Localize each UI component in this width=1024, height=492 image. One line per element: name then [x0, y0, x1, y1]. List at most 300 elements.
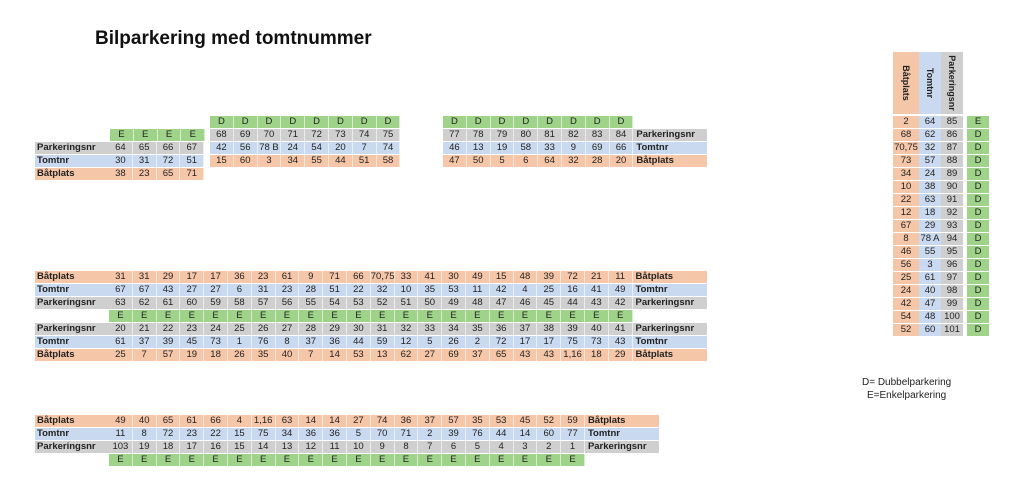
row-label: Tomtnr [35, 336, 109, 348]
table-cell: 53 [490, 415, 514, 427]
table-cell: 72 [305, 129, 329, 141]
table-cell: 75 [561, 336, 585, 348]
table-cell: 72 [157, 155, 181, 167]
table-cell: 21 [133, 323, 157, 335]
table-cell: 14 [299, 415, 323, 427]
table-cell: 73 [585, 336, 609, 348]
table-cell: 49 [609, 284, 633, 296]
table-cell: D [443, 116, 467, 128]
table-cell: 29 [323, 323, 347, 335]
table-cell: 2 [418, 428, 442, 440]
table-cell: 49 [442, 297, 466, 309]
table-cell: 7 [418, 441, 442, 453]
table-cell: D [586, 116, 610, 128]
table-cell: 19 [180, 349, 204, 361]
table-cell: 31 [133, 155, 157, 167]
row-label: Tomtnr [633, 284, 707, 296]
vertical-cell: D [967, 181, 989, 193]
table-row [210, 129, 400, 141]
table-cell: 4 [490, 441, 514, 453]
table-row [35, 349, 707, 361]
vertical-cell: D [967, 129, 989, 141]
table-cell: E [204, 310, 228, 322]
table-cell: 51 [180, 155, 204, 167]
table-cell: 37 [299, 336, 323, 348]
vertical-cell: D [967, 272, 989, 284]
table-row [35, 284, 707, 296]
table-cell: 60 [537, 428, 561, 440]
vertical-cell: 8 [893, 233, 919, 245]
table-cell: 31 [252, 284, 276, 296]
table-cell: 80 [514, 129, 538, 141]
table-cell: 52 [537, 415, 561, 427]
table-cell: 17 [204, 271, 228, 283]
table-cell: E [180, 454, 204, 466]
vertical-cell: 73 [893, 155, 919, 167]
table-row [35, 323, 707, 335]
table-cell: 17 [180, 441, 204, 453]
vertical-cell: 100 [941, 311, 963, 323]
vertical-row [893, 246, 989, 258]
row-label: Parkeringsnr [585, 441, 659, 453]
table-cell: 26 [228, 349, 252, 361]
table-cell: E [347, 454, 371, 466]
vertical-cell: 55 [919, 246, 941, 258]
table-cell: 2 [537, 441, 561, 453]
table-cell: 57 [252, 297, 276, 309]
vertical-row [893, 233, 989, 245]
table-cell: 15 [490, 271, 514, 283]
table-cell: 43 [157, 284, 181, 296]
table-cell: 49 [109, 415, 133, 427]
table-cell: 44 [347, 336, 371, 348]
table-cell: 22 [157, 323, 181, 335]
table-cell: 70 [258, 129, 282, 141]
table-cell: 70,75 [370, 271, 395, 282]
table-cell: E [395, 310, 419, 322]
table-cell: 27 [276, 323, 300, 335]
vertical-cell: D [967, 194, 989, 206]
table-cell: D [329, 116, 353, 128]
table-cell: 7 [133, 349, 157, 361]
table-cell: D [377, 116, 401, 128]
table-cell: 67 [133, 284, 157, 296]
table-cell: 72 [490, 336, 514, 348]
row-label: Parkeringsnr [35, 323, 109, 335]
table-cell: 56 [276, 297, 300, 309]
vertical-cell: 64 [919, 116, 941, 128]
table-cell: 30 [442, 271, 466, 283]
table-cell: E [418, 454, 442, 466]
table-cell: 65 [133, 142, 157, 154]
vertical-cell: 88 [941, 155, 963, 167]
table-cell: 71 [395, 428, 419, 440]
table-cell: 73 [204, 336, 228, 348]
table-cell: 25 [109, 349, 133, 361]
table-row [210, 116, 400, 128]
row-label: Tomtnr [633, 336, 707, 348]
vertical-header-tomtnr [919, 52, 941, 114]
table-row [35, 336, 707, 348]
table-cell: 77 [561, 428, 585, 440]
table-cell: 74 [371, 415, 395, 427]
table-cell: 36 [299, 428, 323, 440]
row-label: Båtplats [585, 415, 659, 427]
table-cell: 32 [395, 323, 419, 335]
vertical-cell: 57 [919, 155, 941, 167]
table-cell: 44 [561, 297, 585, 309]
table-cell: 59 [561, 415, 585, 427]
row-label: Tomtnr [35, 155, 109, 167]
table-cell: 15 [228, 441, 252, 453]
table-cell: 57 [157, 349, 181, 361]
vertical-cell: 18 [919, 207, 941, 219]
table-cell: 68 [210, 129, 234, 141]
table-cell: 23 [180, 323, 204, 335]
table-cell: E [228, 310, 252, 322]
table-cell: 71 [323, 271, 347, 283]
table-cell: 54 [323, 297, 347, 309]
vertical-cell: 91 [941, 194, 963, 206]
vertical-cell: 52 [893, 324, 919, 336]
table-cell: 45 [537, 297, 561, 309]
table-cell: 42 [490, 284, 514, 296]
vertical-header-label: Tomtnr [925, 67, 935, 99]
vertical-cell: 60 [919, 324, 941, 336]
table-cell: 57 [442, 415, 466, 427]
table-cell: 64 [109, 142, 133, 154]
table-cell: 30 [109, 155, 133, 167]
table-cell: 46 [443, 142, 467, 154]
table-cell: 31 [109, 271, 133, 283]
table-cell: 60 [180, 297, 204, 309]
table-cell: 63 [109, 297, 133, 309]
vertical-row [893, 181, 989, 193]
table-cell: 69 [442, 349, 466, 361]
table-cell: 33 [395, 271, 419, 283]
table-cell: E [371, 310, 395, 322]
table-cell: 34 [442, 323, 466, 335]
table-row [443, 116, 633, 128]
table-cell: 39 [537, 271, 561, 283]
table-cell: E [133, 454, 157, 466]
table-cell: E [133, 310, 157, 322]
table-cell: 22 [204, 428, 228, 440]
table-cell: 58 [228, 297, 252, 309]
table-cell: 6 [442, 441, 466, 453]
table-cell: 39 [442, 428, 466, 440]
table-cell: 61 [157, 297, 181, 309]
table-cell: E [490, 454, 514, 466]
table-cell: 8 [133, 428, 157, 440]
vertical-row [893, 285, 989, 297]
vertical-cell: 24 [893, 285, 919, 297]
vertical-cell: D [967, 233, 989, 245]
table-cell: 6 [228, 284, 252, 296]
vertical-header-parkeringsnr [941, 52, 963, 114]
table-cell: 74 [377, 142, 401, 154]
vertical-cell: 2 [893, 116, 919, 128]
table-cell: 34 [276, 428, 300, 440]
table-cell: 2 [466, 336, 490, 348]
table-cell: 63 [276, 415, 300, 427]
table-cell: 37 [418, 415, 442, 427]
table-cell: 47 [443, 155, 467, 167]
table-cell: E [514, 310, 538, 322]
vertical-cell: 12 [893, 207, 919, 219]
table-cell: E [347, 310, 371, 322]
table-cell: E [514, 454, 538, 466]
vertical-cell: D [967, 220, 989, 232]
table-cell: 51 [323, 284, 347, 296]
table-cell: E [180, 310, 204, 322]
table-cell: 53 [347, 297, 371, 309]
table-cell: 74 [353, 129, 377, 141]
row-label: Parkeringsnr [35, 441, 109, 453]
vertical-cell: 63 [919, 194, 941, 206]
table-cell: E [181, 129, 205, 141]
table-cell: 14 [514, 428, 538, 440]
table-cell: 67 [109, 284, 133, 296]
table-cell: 5 [347, 428, 371, 440]
table-cell: 44 [490, 428, 514, 440]
table-cell: D [491, 116, 515, 128]
vertical-cell: D [967, 324, 989, 336]
table-cell: 34 [281, 155, 305, 167]
vertical-cell: 92 [941, 207, 963, 219]
table-cell: 18 [585, 349, 609, 361]
table-cell: 40 [133, 415, 157, 427]
vertical-cell: 70,75 [894, 142, 918, 153]
table-cell: E [561, 454, 585, 466]
table-cell: E [157, 310, 181, 322]
table-cell: 65 [490, 349, 514, 361]
vertical-cell: 99 [941, 298, 963, 310]
vertical-cell: D [967, 142, 989, 154]
table-cell: 62 [133, 297, 157, 309]
vertical-header-label: Parkeringsnr [947, 55, 957, 111]
table-cell: 7 [353, 142, 377, 154]
table-cell: E [442, 454, 466, 466]
vertical-cell: 93 [941, 220, 963, 232]
vertical-cell: D [967, 259, 989, 271]
table-row [35, 155, 204, 167]
table-cell: D [281, 116, 305, 128]
table-cell: 79 [491, 129, 515, 141]
table-cell: 36 [490, 323, 514, 335]
vertical-cell: D [967, 298, 989, 310]
vertical-cell: D [967, 155, 989, 167]
table-cell: E [585, 310, 609, 322]
table-cell: 35 [466, 323, 490, 335]
table-cell: 11 [466, 284, 490, 296]
table-cell: 18 [157, 441, 181, 453]
row-label: Parkeringsnr [633, 323, 707, 335]
vertical-cell: 85 [941, 116, 963, 128]
legend-single: E=Enkelparkering [867, 390, 947, 401]
table-cell: 11 [109, 428, 133, 440]
vertical-row [893, 272, 989, 284]
vertical-cell: D [967, 311, 989, 323]
page-title: Bilparkering med tomtnummer [95, 28, 372, 49]
table-cell: 13 [371, 349, 395, 361]
vertical-row [893, 298, 989, 310]
table-cell: 1 [561, 441, 585, 453]
table-cell: 10 [395, 284, 419, 296]
row-label: Tomtnr [633, 142, 707, 154]
table-cell: 16 [561, 284, 585, 296]
table-row [210, 155, 400, 167]
table-cell: 55 [305, 155, 329, 167]
vertical-cell: 56 [893, 259, 919, 271]
table-cell: 46 [514, 297, 538, 309]
table-cell: 58 [514, 142, 538, 154]
vertical-row [893, 142, 989, 154]
table-cell: 59 [371, 336, 395, 348]
table-cell: 81 [538, 129, 562, 141]
table-cell: 31 [371, 323, 395, 335]
table-cell: 42 [609, 297, 633, 309]
row-label: Båtplats [633, 349, 707, 361]
table-row [210, 142, 400, 154]
table-cell: 9 [371, 441, 395, 453]
table-cell: 15 [228, 428, 252, 440]
table-cell: E [299, 310, 323, 322]
table-cell: 21 [585, 271, 609, 283]
table-cell: 35 [466, 415, 490, 427]
table-cell: 36 [228, 271, 252, 283]
table-cell: 41 [585, 284, 609, 296]
table-cell: 23 [252, 271, 276, 283]
vertical-cell: D [967, 285, 989, 297]
table-cell: 33 [418, 323, 442, 335]
table-cell: E [110, 129, 134, 141]
table-cell: 3 [258, 155, 282, 167]
table-cell: 45 [514, 415, 538, 427]
table-cell: 54 [305, 142, 329, 154]
table-cell: 26 [252, 323, 276, 335]
table-row [35, 428, 659, 440]
table-cell: 8 [276, 336, 300, 348]
table-cell: 24 [281, 142, 305, 154]
table-cell: D [305, 116, 329, 128]
table-cell: 24 [204, 323, 228, 335]
table-cell: 83 [586, 129, 610, 141]
vertical-cell: 78 A [920, 233, 940, 244]
table-cell: 37 [133, 336, 157, 348]
table-cell: 78 B [258, 142, 282, 154]
table-cell: 59 [204, 297, 228, 309]
table-cell: 66 [610, 142, 634, 154]
vertical-cell: 97 [941, 272, 963, 284]
table-cell: 39 [157, 336, 181, 348]
table-cell: 67 [180, 142, 204, 154]
table-cell: E [466, 310, 490, 322]
table-cell: 75 [252, 428, 276, 440]
vertical-cell: 47 [919, 298, 941, 310]
table-cell: E [158, 129, 182, 141]
table-cell: E [109, 454, 133, 466]
table-cell: 31 [133, 271, 157, 283]
table-cell: 65 [157, 168, 181, 180]
table-cell: 55 [299, 297, 323, 309]
table-cell: E [323, 310, 347, 322]
table-cell: 30 [347, 323, 371, 335]
vertical-row [893, 207, 989, 219]
table-cell: 61 [109, 336, 133, 348]
table-cell: 70 [371, 428, 395, 440]
row-label: Parkeringsnr [633, 129, 707, 141]
table-cell: D [467, 116, 491, 128]
table-cell: 77 [443, 129, 467, 141]
table-cell: 51 [395, 297, 419, 309]
row-label: Parkeringsnr [35, 142, 109, 154]
table-cell: 50 [467, 155, 491, 167]
table-cell: 4 [228, 415, 252, 427]
table-cell: 13 [467, 142, 491, 154]
vertical-cell: 38 [919, 181, 941, 193]
table-cell: 56 [234, 142, 258, 154]
table-cell: 25 [228, 323, 252, 335]
table-cell: 69 [586, 142, 610, 154]
table-cell: 36 [395, 415, 419, 427]
table-cell: 17 [537, 336, 561, 348]
table-cell: 19 [491, 142, 515, 154]
table-cell: 20 [109, 323, 133, 335]
table-cell: 5 [418, 336, 442, 348]
table-cell: 49 [466, 271, 490, 283]
table-cell: 12 [299, 441, 323, 453]
vertical-row [893, 194, 989, 206]
table-cell: E [276, 454, 300, 466]
vertical-cell: 10 [893, 181, 919, 193]
table-row [35, 168, 204, 180]
vertical-cell: D [967, 168, 989, 180]
table-cell: 29 [157, 271, 181, 283]
table-cell: E [466, 454, 490, 466]
table-cell: 69 [234, 129, 258, 141]
table-cell: 23 [133, 168, 157, 180]
table-cell: E [561, 310, 585, 322]
row-label: Tomtnr [35, 284, 109, 296]
table-cell: 33 [538, 142, 562, 154]
table-cell: E [537, 454, 561, 466]
table-row [443, 129, 707, 141]
vertical-cell: 67 [893, 220, 919, 232]
table-cell: E [299, 454, 323, 466]
table-cell: 82 [562, 129, 586, 141]
table-cell: 40 [276, 349, 300, 361]
vertical-row [893, 155, 989, 167]
vertical-cell: 48 [919, 311, 941, 323]
table-cell: 25 [537, 284, 561, 296]
vertical-row [893, 168, 989, 180]
table-cell: 38 [537, 323, 561, 335]
table-cell: 71 [180, 168, 204, 180]
table-cell: E [490, 310, 514, 322]
vertical-header-batplats [893, 52, 919, 114]
table-cell: 75 [377, 129, 401, 141]
table-cell: E [323, 454, 347, 466]
table-cell: 5 [491, 155, 515, 167]
vertical-cell: 61 [919, 272, 941, 284]
table-row [109, 454, 585, 466]
vertical-row [893, 311, 989, 323]
table-cell: E [442, 310, 466, 322]
vertical-cell: 32 [919, 142, 941, 154]
table-cell: 17 [180, 271, 204, 283]
table-cell: D [562, 116, 586, 128]
